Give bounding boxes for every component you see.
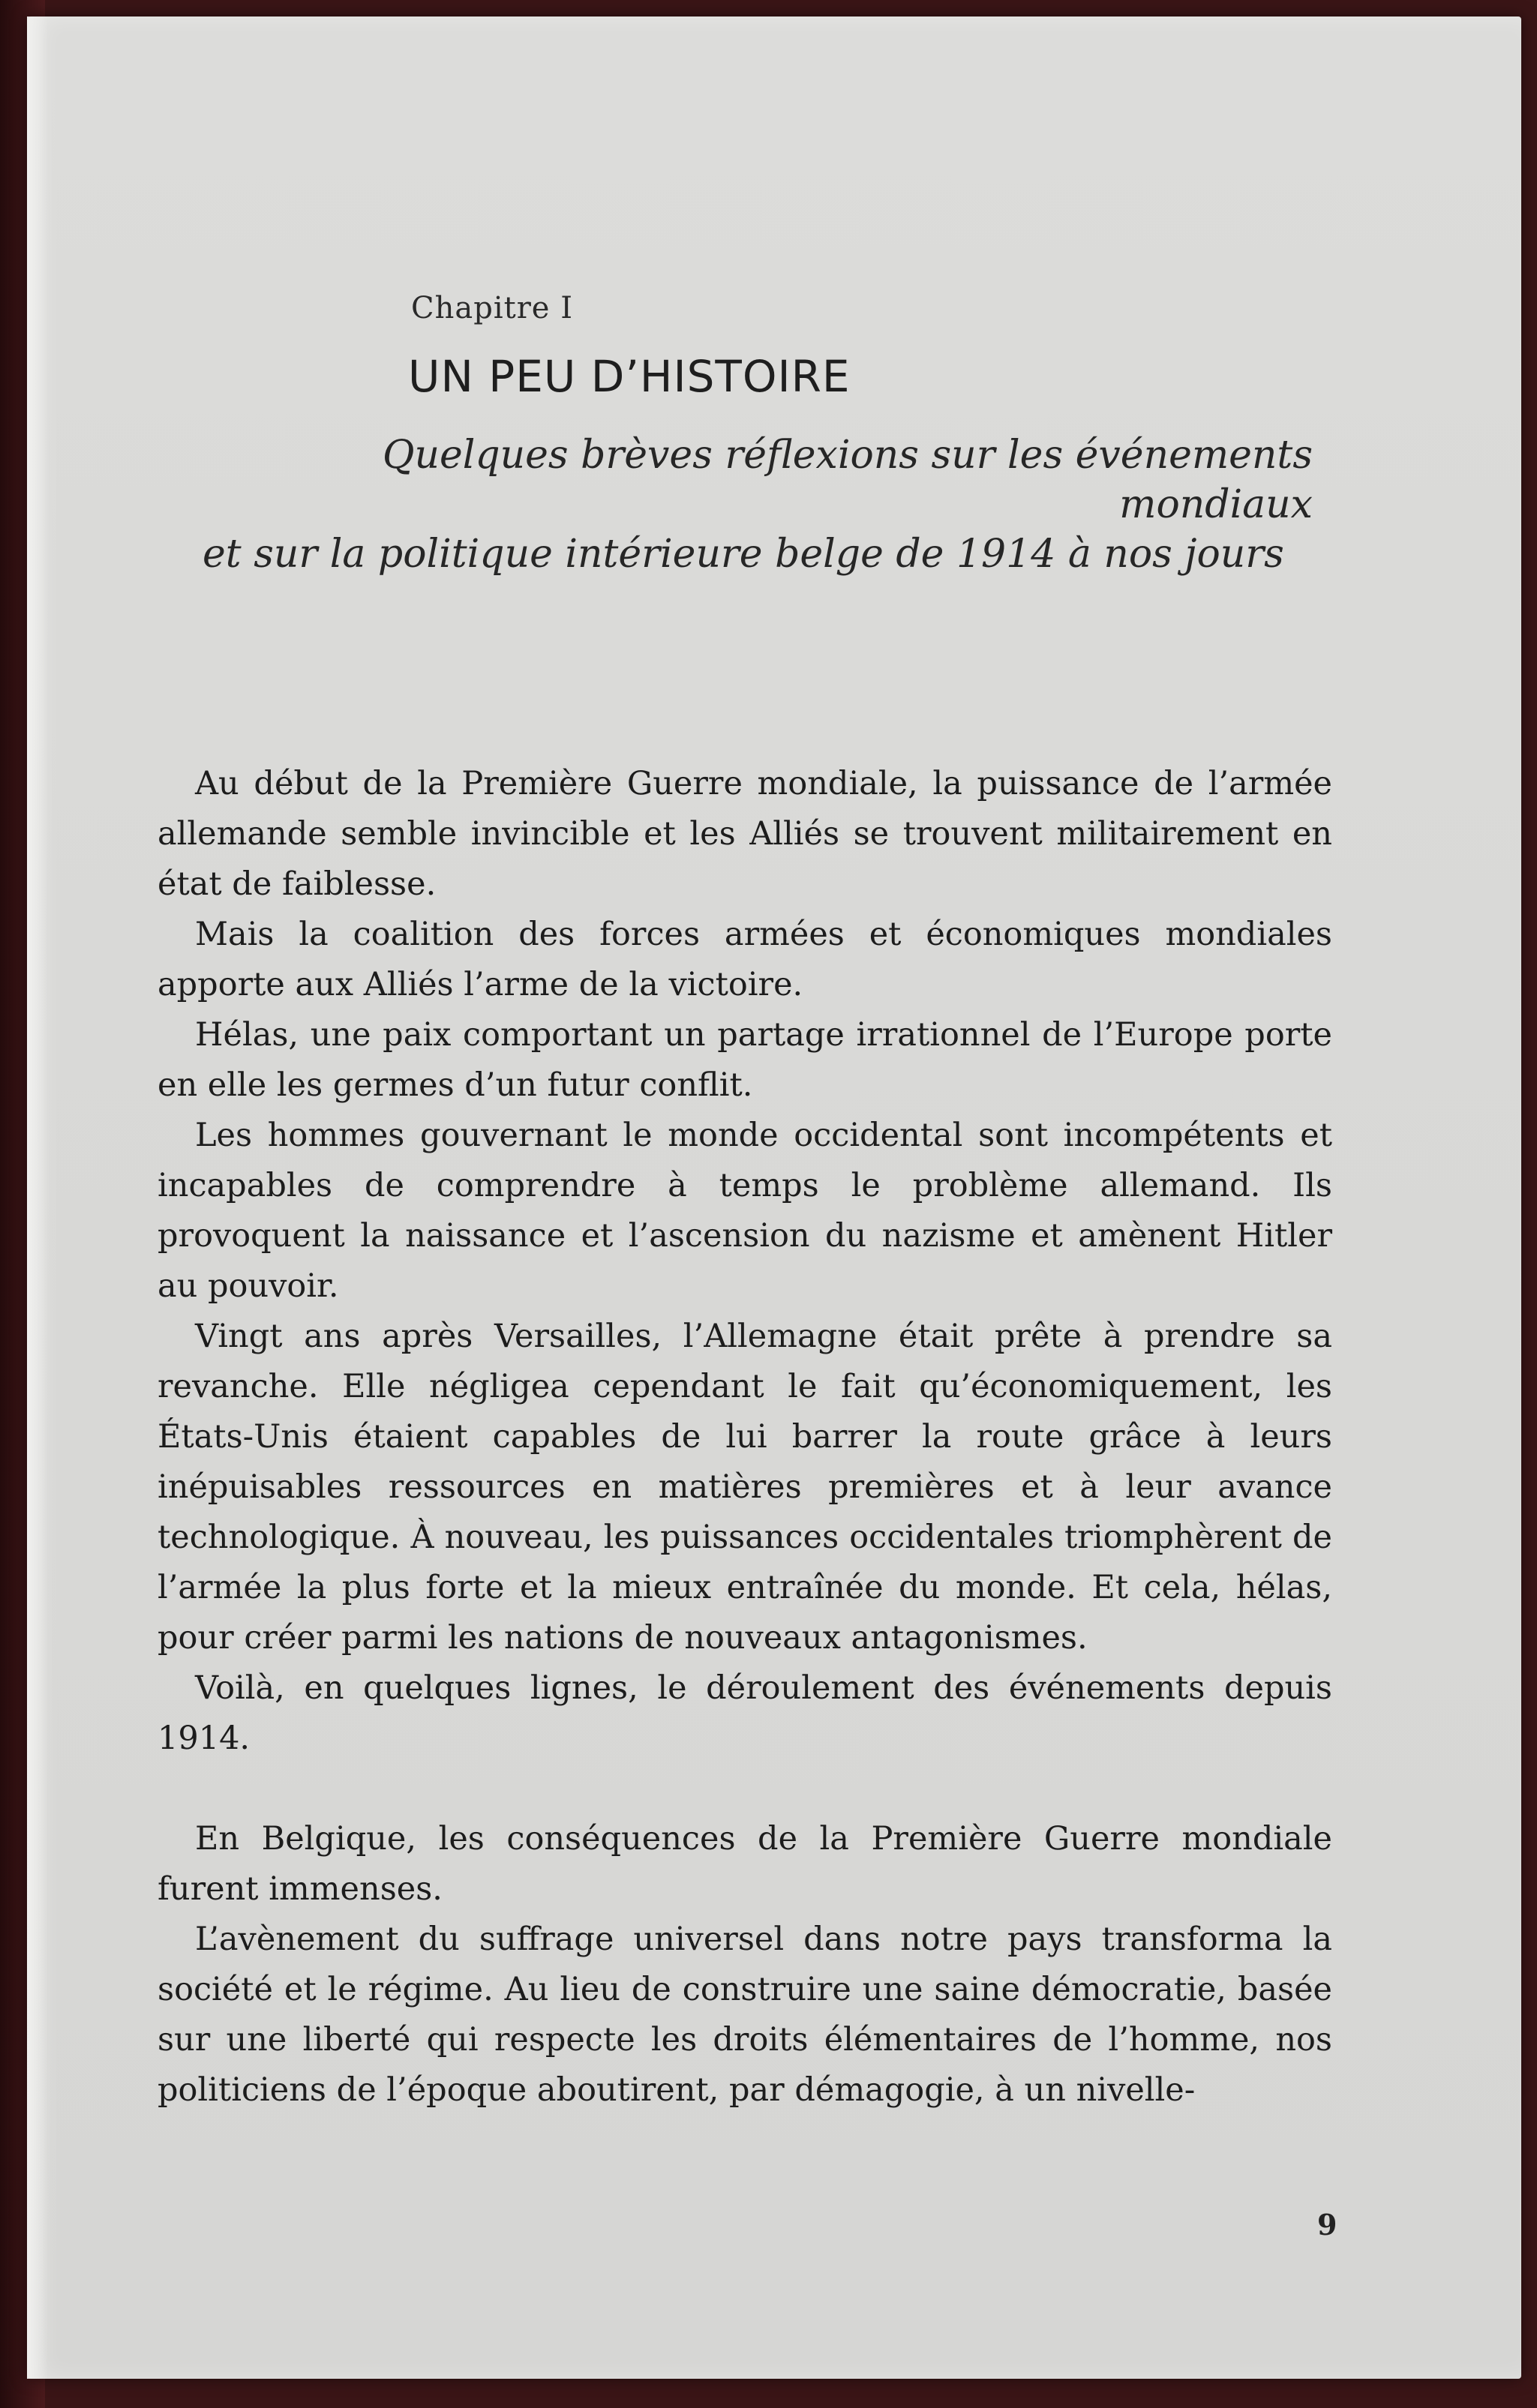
body-text bbox=[158, 759, 1332, 2116]
subtitle-line-1: Quelques brèves réflexions sur les événements mondiaux bbox=[382, 433, 1313, 527]
subtitle-line-2: et sur la politique intérieure belge de 1914 à nos jours bbox=[203, 532, 1284, 577]
paragraph-1: Au début de la Première Guerre mondiale, la puissance de l’armée allemande semble invincible et les Alliés se trouvent militairement en état de faiblesse. bbox=[158, 765, 1332, 903]
chapter-label: Chapitre I bbox=[411, 291, 573, 325]
paragraph-6: Voilà, en quelques lignes, le déroulement des événements depuis 1914. bbox=[158, 1669, 1332, 1757]
paragraph-8: L’avènement du suffrage universel dans notre pays transforma la société et le régime. Au lieu de construire une saine démocratie, basée sur une liberté qui respecte les droits élémentaires de l’homme, nos politiciens de l’époque aboutirent, par démagogie, à un nivelle- bbox=[158, 1921, 1332, 2109]
paragraph-5: Vingt ans après Versailles, l’Allemagne était prête à prendre sa revanche. Elle négligea cependant le fait qu’économiquement, les États-Unis étaient capables de lui barrer la route grâce à leurs inépuisables ressources en matières premières et à leur avance technologique. À nouveau, les puissances occidentales triomphèrent de l’armée la plus forte et la mieux entraînée du monde. Et cela, hélas, pour créer parmi les nations de nouveaux antagonismes. bbox=[158, 1318, 1332, 1657]
page-number: 9 bbox=[1317, 2208, 1337, 2242]
paragraph-3: Hélas, une paix comportant un partage irrationnel de l’Europe porte en elle les germes d’un futur conflit. bbox=[158, 1016, 1332, 1104]
paragraph-2: Mais la coalition des forces armées et économiques mondiales apporte aux Alliés l’arme de la victoire. bbox=[158, 916, 1332, 1003]
chapter-title: UN PEU D’HISTOIRE bbox=[408, 351, 851, 402]
page-highlight bbox=[27, 16, 48, 2379]
chapter-subtitle bbox=[203, 430, 1313, 579]
paragraph-7: En Belgique, les conséquences de la Première Guerre mondiale furent immenses. bbox=[158, 1820, 1332, 1908]
paragraph-4: Les hommes gouvernant le monde occidental sont incompétents et incapables de comprendre à temps le problème allemand. Ils provoquent la naissance et l’ascension du nazisme et amènent Hitler au pouvoir. bbox=[158, 1117, 1332, 1305]
